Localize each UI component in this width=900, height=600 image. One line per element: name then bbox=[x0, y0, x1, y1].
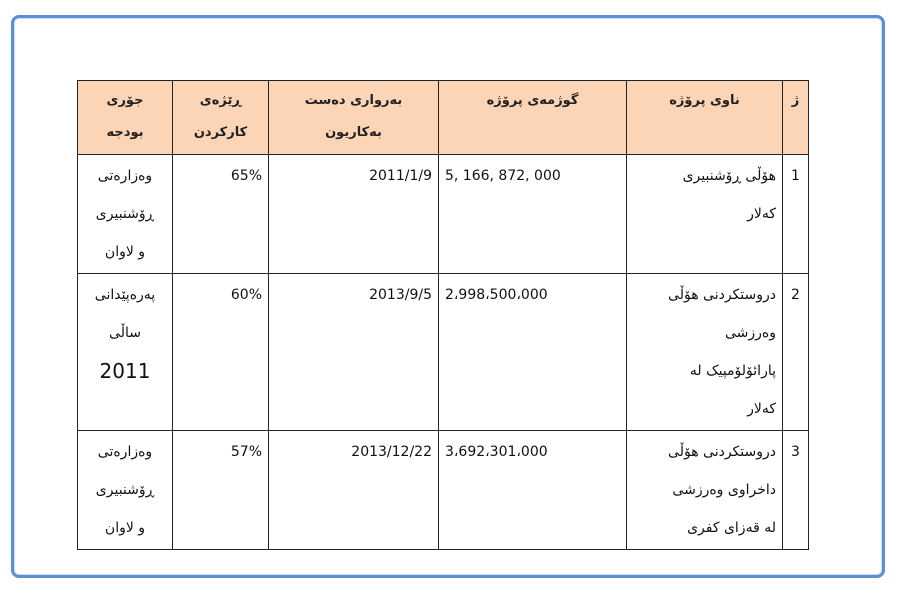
row-work-rate: 65% bbox=[173, 155, 269, 274]
budget-line: وەزارەتی bbox=[97, 168, 153, 184]
header-work-rate-line2: کارکردن bbox=[193, 125, 248, 140]
row-start-date: 2011/1/9 bbox=[269, 155, 439, 274]
row-index: 3 bbox=[783, 431, 809, 550]
name-line: لە قەزای کفری bbox=[687, 520, 776, 536]
name-line: دروستکردنی هۆڵی bbox=[668, 287, 776, 303]
header-budget-type-line2: بودجە bbox=[106, 125, 144, 140]
header-project-name: ناوی پرۆژە bbox=[627, 81, 783, 155]
header-work-rate-line1: ڕێژەی bbox=[199, 93, 242, 108]
table-row bbox=[78, 431, 809, 550]
row-index: 2 bbox=[783, 274, 809, 431]
budget-line: ڕۆشنبیری bbox=[95, 206, 155, 222]
budget-line: ساڵی bbox=[109, 325, 141, 341]
name-line: وەرزشی bbox=[724, 325, 776, 341]
row-project-size: 2،998،500،000 bbox=[439, 274, 627, 431]
row-start-date: 2013/12/22 bbox=[269, 431, 439, 550]
header-row bbox=[78, 81, 809, 155]
row-project-name bbox=[627, 155, 783, 274]
row-project-name bbox=[627, 431, 783, 550]
row-work-rate: 60% bbox=[173, 274, 269, 431]
budget-line: و لاوان bbox=[104, 244, 146, 260]
header-project-size: گوژمەی پرۆژە bbox=[439, 81, 627, 155]
table-row bbox=[78, 274, 809, 431]
budget-line: و لاوان bbox=[104, 520, 146, 536]
name-line: داخراوی وەرزشی bbox=[672, 482, 776, 498]
row-project-size: 5, 166, 872, 000 bbox=[439, 155, 627, 274]
budget-line: وەزارەتی bbox=[97, 444, 153, 460]
name-line: پارائۆلۆمپیک لە bbox=[689, 363, 776, 379]
row-work-rate: 57% bbox=[173, 431, 269, 550]
header-budget-type-line1: جۆری bbox=[106, 93, 144, 108]
header-start-date-line1: بەرواری دەست bbox=[304, 93, 403, 108]
header-start-date bbox=[269, 81, 439, 155]
name-line: کەلار bbox=[747, 206, 776, 222]
name-line: دروستکردنی هۆڵی bbox=[668, 444, 776, 460]
budget-line: پەرەپێدانی bbox=[94, 287, 156, 303]
row-project-size: 3،692،301،000 bbox=[439, 431, 627, 550]
budget-line: 2011 bbox=[99, 359, 151, 383]
name-line: هۆڵی ڕۆشنبیری bbox=[682, 168, 776, 184]
header-work-rate bbox=[173, 81, 269, 155]
row-budget-type bbox=[78, 431, 173, 550]
row-budget-type bbox=[78, 274, 173, 431]
header-start-date-line2: بەکاریون bbox=[325, 125, 382, 140]
name-line: کەلار bbox=[747, 401, 776, 417]
row-budget-type bbox=[78, 155, 173, 274]
row-start-date: 2013/9/5 bbox=[269, 274, 439, 431]
budget-line: ڕۆشنبیری bbox=[95, 482, 155, 498]
header-index: ژ bbox=[783, 81, 809, 155]
row-project-name bbox=[627, 274, 783, 431]
projects-table bbox=[77, 80, 809, 550]
table-row bbox=[78, 155, 809, 274]
header-budget-type bbox=[78, 81, 173, 155]
row-index: 1 bbox=[783, 155, 809, 274]
